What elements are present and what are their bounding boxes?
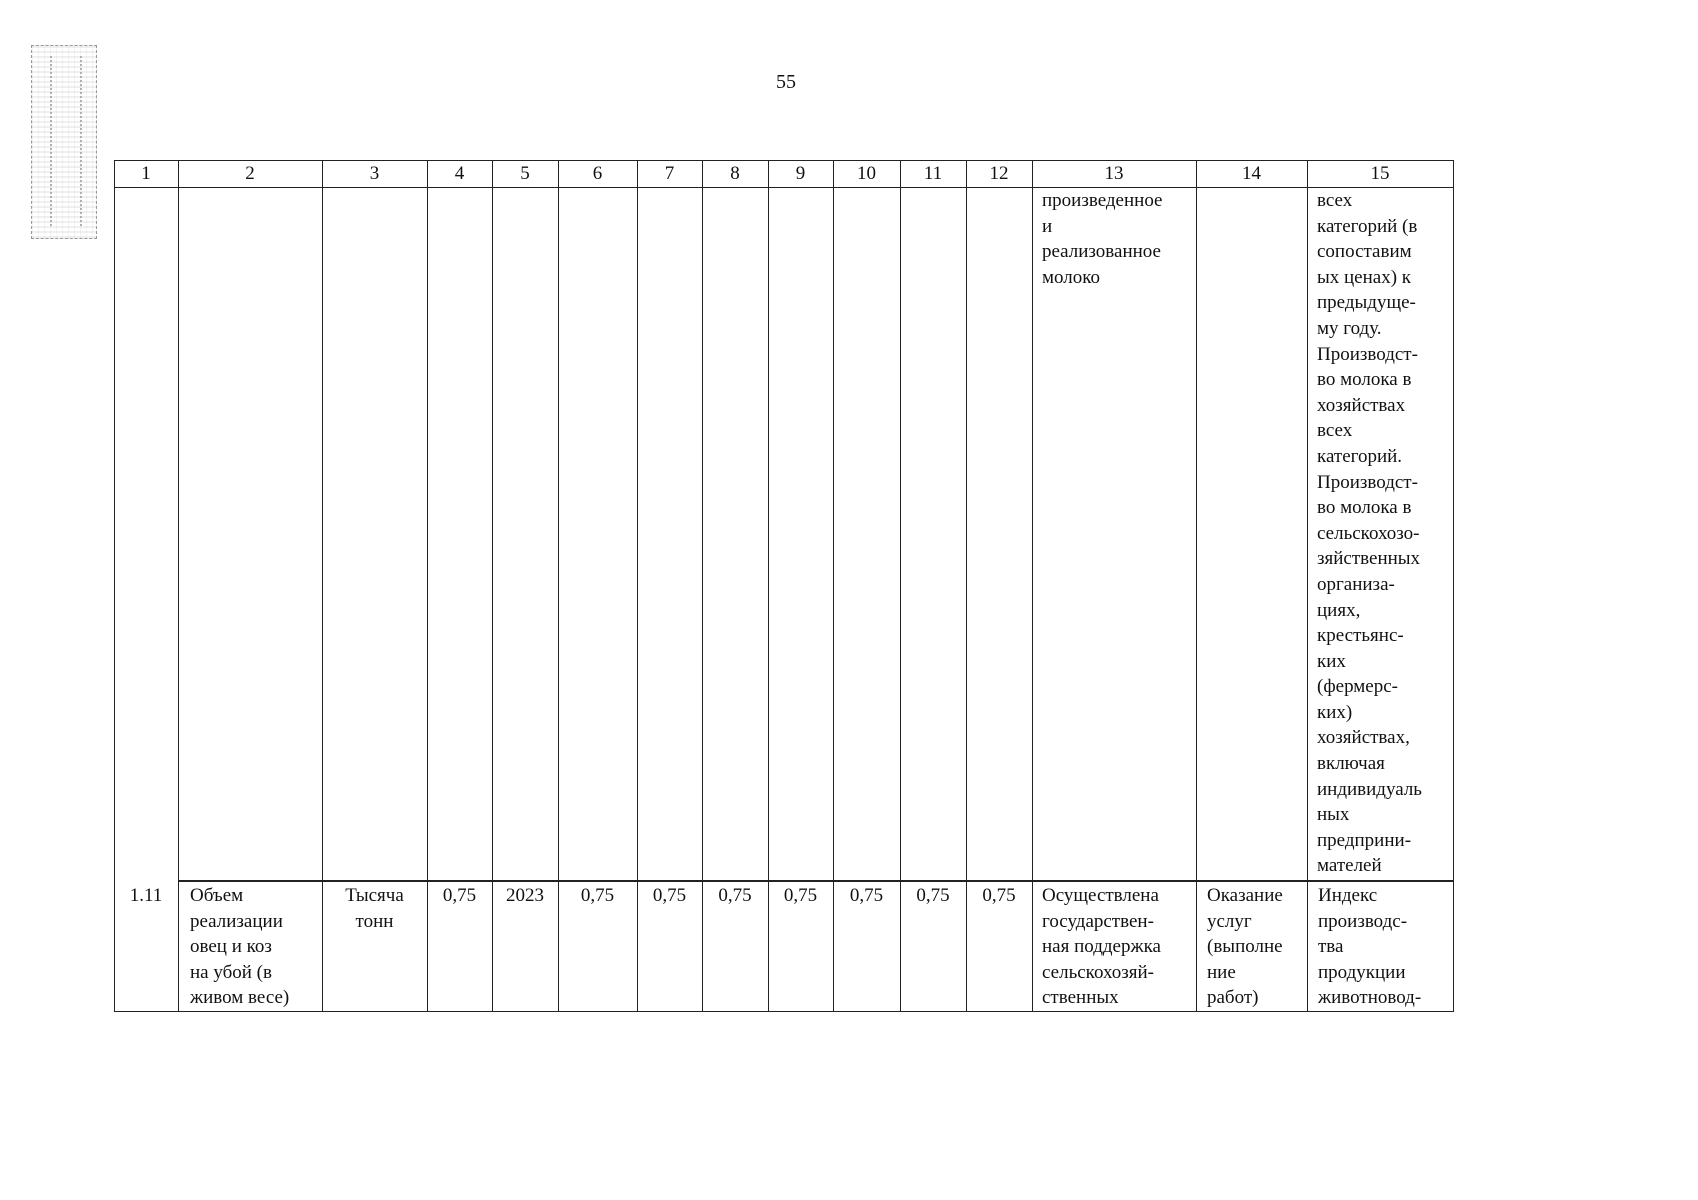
page-number: 55: [776, 71, 796, 93]
header-col-13: 13: [1104, 163, 1124, 184]
value-col-14: Оказание услуг (выполне ние работ): [1207, 885, 1283, 1009]
header-col-5: 5: [520, 163, 530, 184]
table-bottom-border: [114, 1011, 1454, 1012]
value-col-8: 0,75: [718, 885, 752, 906]
value-col-12: 0,75: [982, 885, 1016, 906]
column-border-13: [1196, 160, 1197, 1012]
header-col-3: 3: [369, 163, 380, 184]
header-col-4: 4: [454, 163, 465, 184]
value-col-6: 0,75: [580, 885, 615, 906]
continuation-col-15: всех категорий (в сопоставим ых ценах) к предыдуще- му году. Производст- во молока в хозяйствах всех категорий. Производст- во молока в сельскохозо- зяйственных организа- циях, крестьянс- ких (фермерс- ких) хозяйствах, включая индивидуаль ных предприни- мателей: [1317, 190, 1422, 877]
value-col-9: 0,75: [783, 885, 818, 906]
data-table: [114, 160, 1454, 1012]
continuation-col-13: произведенное и реализованное молоко: [1042, 190, 1163, 288]
column-border-1: [178, 160, 179, 1012]
header-col-2: 2: [245, 163, 255, 184]
header-col-12: 12: [989, 163, 1009, 184]
header-col-8: 8: [730, 163, 740, 184]
value-col-15: Индекс производс- тва продукции животновод-: [1318, 885, 1422, 1009]
table-top-border: [114, 160, 1454, 161]
stamp-marks: [50, 56, 82, 226]
row-number: 1.11: [129, 885, 163, 906]
value-col-11: 0,75: [916, 885, 950, 906]
header-bottom-border: [114, 187, 1454, 188]
indicator-name: Объем реализации овец и коз на убой (в живом весе): [190, 885, 290, 1009]
header-col-6: 6: [592, 163, 603, 184]
document-stamp: [31, 45, 97, 239]
header-col-14: 14: [1242, 163, 1261, 184]
header-col-11: 11: [923, 163, 943, 184]
header-col-7: 7: [664, 163, 675, 184]
column-border-14: [1307, 160, 1308, 1012]
base-year: 2023: [506, 885, 544, 906]
header-col-10: 10: [857, 163, 876, 184]
header-col-1: 1: [141, 163, 151, 184]
value-col-10: 0,75: [849, 885, 884, 906]
header-col-15: 15: [1370, 163, 1390, 184]
column-border-12: [1032, 160, 1033, 1012]
row-separator: [178, 880, 1454, 882]
column-border-15: [1453, 160, 1454, 1012]
header-col-9: 9: [795, 163, 806, 184]
unit-of-measure: Тысяча тонн: [345, 885, 404, 932]
value-col-7: 0,75: [652, 885, 687, 906]
base-value: 0,75: [442, 885, 477, 906]
value-col-13: Осуществлена государствен- ная поддержка сельскохозяй- ственных: [1042, 885, 1161, 1009]
